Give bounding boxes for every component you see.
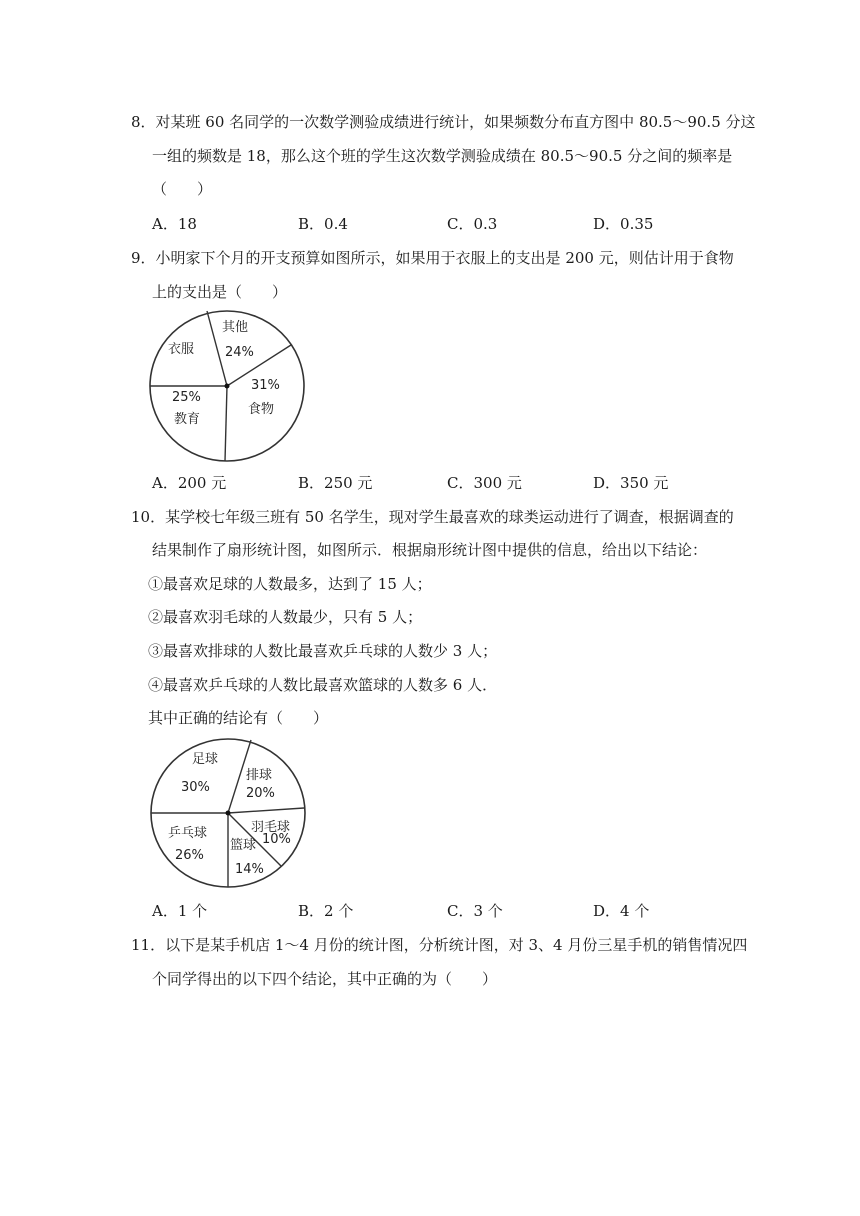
q10-conclusion-4: ④最喜欢乒乓球的人数比最喜欢篮球的人数多 6 人． [148, 676, 498, 694]
pie-label-volleyball: 排球 [246, 768, 273, 783]
q10-conclusion-2: ②最喜欢羽毛球的人数最少，只有 5 人； [148, 608, 423, 626]
q10-line-3: 其中正确的结论有（ ） [148, 709, 329, 727]
pie-center-dot [226, 811, 231, 816]
pie-label-football: 足球 [192, 752, 219, 767]
q10-conclusion-3: ③最喜欢排球的人数比最喜欢乒乓球的人数少 3 人； [148, 642, 498, 660]
q9-option-b: B．250 元 [298, 474, 373, 492]
q11-line-2: 个同学得出的以下四个结论，其中正确的为（ ） [152, 970, 498, 988]
q9-line-1: 9．小明家下个月的开支预算如图所示，如果用于衣服上的支出是 200 元，则估计用于食物 [131, 249, 734, 267]
q11-line-1: 11．以下是某手机店 1～4 月份的统计图，分析统计图，对 3、4 月份三星手机的销售情况四 [131, 936, 748, 954]
q10-line-1: 10．某学校七年级三班有 50 名学生，现对学生最喜欢的球类运动进行了调查，根据调查的 [131, 508, 734, 526]
q8-option-d: D．0.35 [593, 215, 654, 233]
budget-pie-chart [148, 309, 308, 465]
pie-value-football: 30% [181, 780, 210, 795]
q10-option-a: A．1 个 [152, 902, 208, 920]
pie-value-basketball: 14% [235, 862, 264, 877]
q8-line-3: （ ） [152, 180, 213, 198]
ball-sports-pie-chart [148, 737, 308, 893]
pie-label-badminton: 羽毛球 [251, 820, 291, 835]
q9-line-2: 上的支出是（ ） [152, 283, 288, 301]
pie-center-dot [225, 384, 230, 389]
q10-line-2: 结果制作了扇形统计图，如图所示．根据扇形统计图中提供的信息，给出以下结论： [152, 541, 708, 559]
q8-line-2: 一组的频数是 18，那么这个班的学生这次数学测验成绩在 80.5～90.5 分之间的频率是 [152, 147, 733, 165]
pie-value-education: 25% [172, 390, 201, 405]
q8-option-c: C．0.3 [447, 215, 498, 233]
q8-option-b: B．0.4 [298, 215, 348, 233]
pie-label-basketball: 篮球 [230, 838, 257, 853]
pie-value-other: 24% [225, 345, 254, 360]
q10-option-c: C．3 个 [447, 902, 503, 920]
q10-option-d: D．4 个 [593, 902, 650, 920]
q9-option-c: C．300 元 [447, 474, 522, 492]
q9-option-a: A．200 元 [152, 474, 227, 492]
pie-label-clothing: 衣服 [168, 342, 195, 357]
pie-value-volleyball: 20% [246, 786, 275, 801]
q8-option-a: A．18 [152, 215, 197, 233]
pie-label-education: 教育 [174, 412, 201, 427]
pie-value-food: 31% [251, 378, 280, 393]
q8-line-1: 8．对某班 60 名同学的一次数学测验成绩进行统计，如果频数分布直方图中 80.5～90.5 分这 [131, 113, 756, 131]
pie-label-other: 其他 [222, 320, 249, 335]
pie-value-badminton: 10% [262, 832, 291, 847]
pie-label-pingpong: 乒乓球 [168, 826, 208, 841]
pie-value-pingpong: 26% [175, 848, 204, 863]
q10-conclusion-1: ①最喜欢足球的人数最多，达到了 15 人； [148, 575, 432, 593]
pie-label-food: 食物 [248, 402, 275, 417]
q9-option-d: D．350 元 [593, 474, 669, 492]
q10-option-b: B．2 个 [298, 902, 354, 920]
